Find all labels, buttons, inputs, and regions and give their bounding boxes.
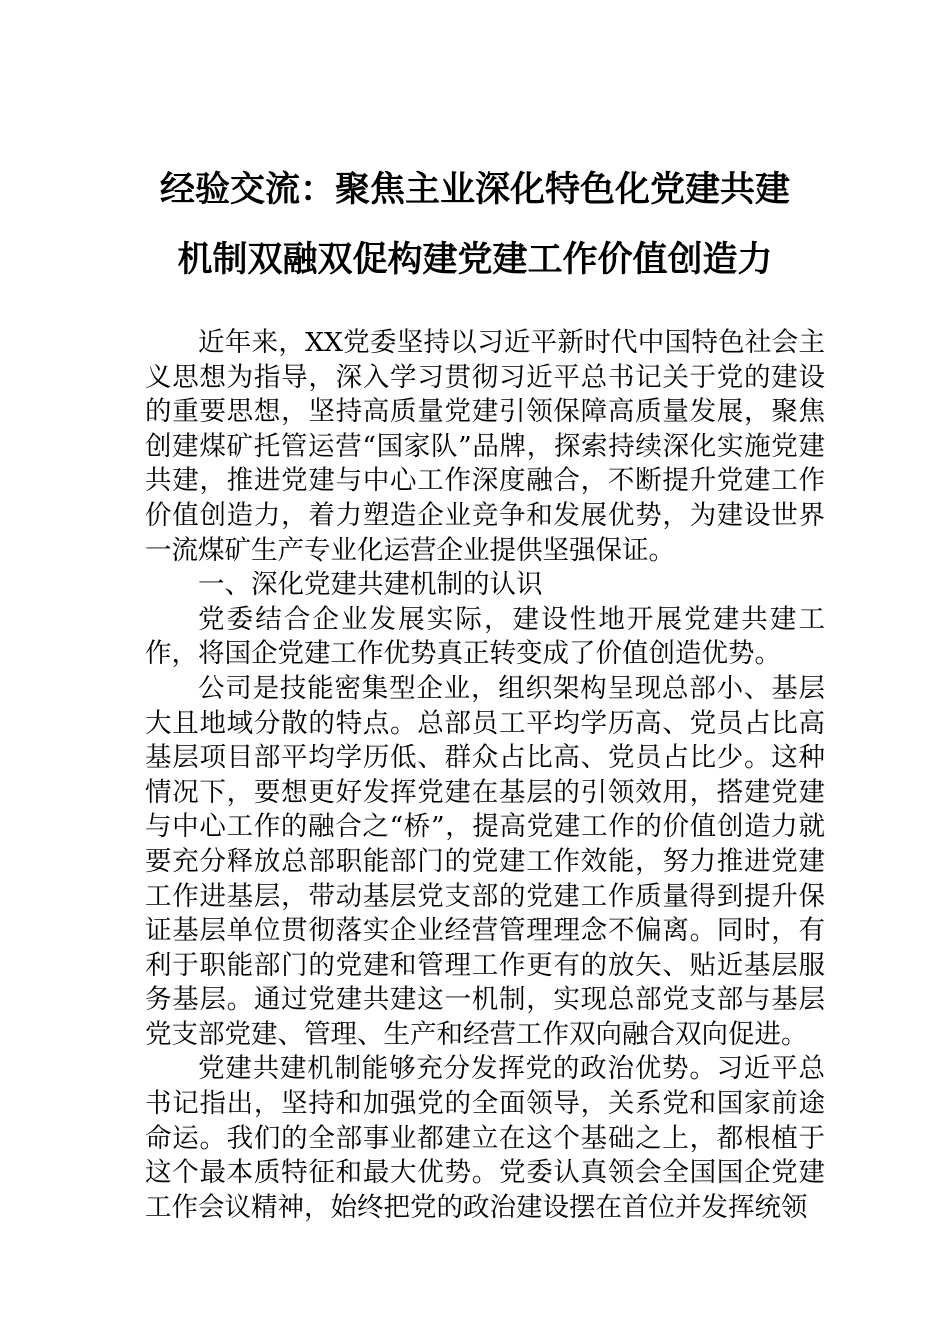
body-paragraph: 党委结合企业发展实际，建设性地开展党建共建工作，将国企党建工作优势真正转变成了价值创造优势。 (145, 603, 825, 670)
section-heading: 一、深化党建共建机制的认识 (198, 569, 543, 601)
document-title-line-2: 机制双融双促构建党建工作价值创造力 (177, 240, 773, 280)
document-body (145, 326, 825, 1225)
body-paragraph: 党建共建机制能够充分发挥党的政治优势。习近平总书记指出，坚持和加强党的全面领导，关系党和国家前途命运。我们的全部事业都建立在这个基础之上，都根植于这个最本质特征和最大优势。党委认真领会全国国企党建工作会议精神，始终把党的政治建设摆在首位并发挥统领 (145, 1053, 825, 1223)
document-title-line-1: 经验交流：聚焦主业深化特色化党建共建 (159, 170, 790, 210)
intro-paragraph: 近年来，XX党委坚持以习近平新时代中国特色社会主义思想为指导，深入学习贯彻习近平总书记关于党的建设的重要思想，坚持高质量党建引领保障高质量发展，聚焦创建煤矿托管运营“国家队”品牌，探索持续深化实施党建共建，推进党建与中心工作深度融合，不断提升党建工作价值创造力，着力塑造企业竞争和发展优势，为建设世界一流煤矿生产专业化运营企业提供坚强保证。 (145, 327, 825, 566)
body-paragraph: 公司是技能密集型企业，组织架构呈现总部小、基层大且地域分散的特点。总部员工平均学历高、党员占比高基层项目部平均学历低、群众占比高、党员占比少。这种情况下，要想更好发挥党建在基层的引领效用，搭建党建与中心工作的融合之“桥”，提高党建工作的价值创造力就要充分释放总部职能部门的党建工作效能，努力推进党建工作进基层，带动基层党支部的党建工作质量得到提升保证基层单位贯彻落实企业经营管理理念不偏离。同时，有利于职能部门的党建和管理工作更有的放矢、贴近基层服务基层。通过党建共建这一机制，实现总部党支部与基层党支部党建、管理、生产和经营工作双向融合双向促进。 (145, 672, 825, 1050)
